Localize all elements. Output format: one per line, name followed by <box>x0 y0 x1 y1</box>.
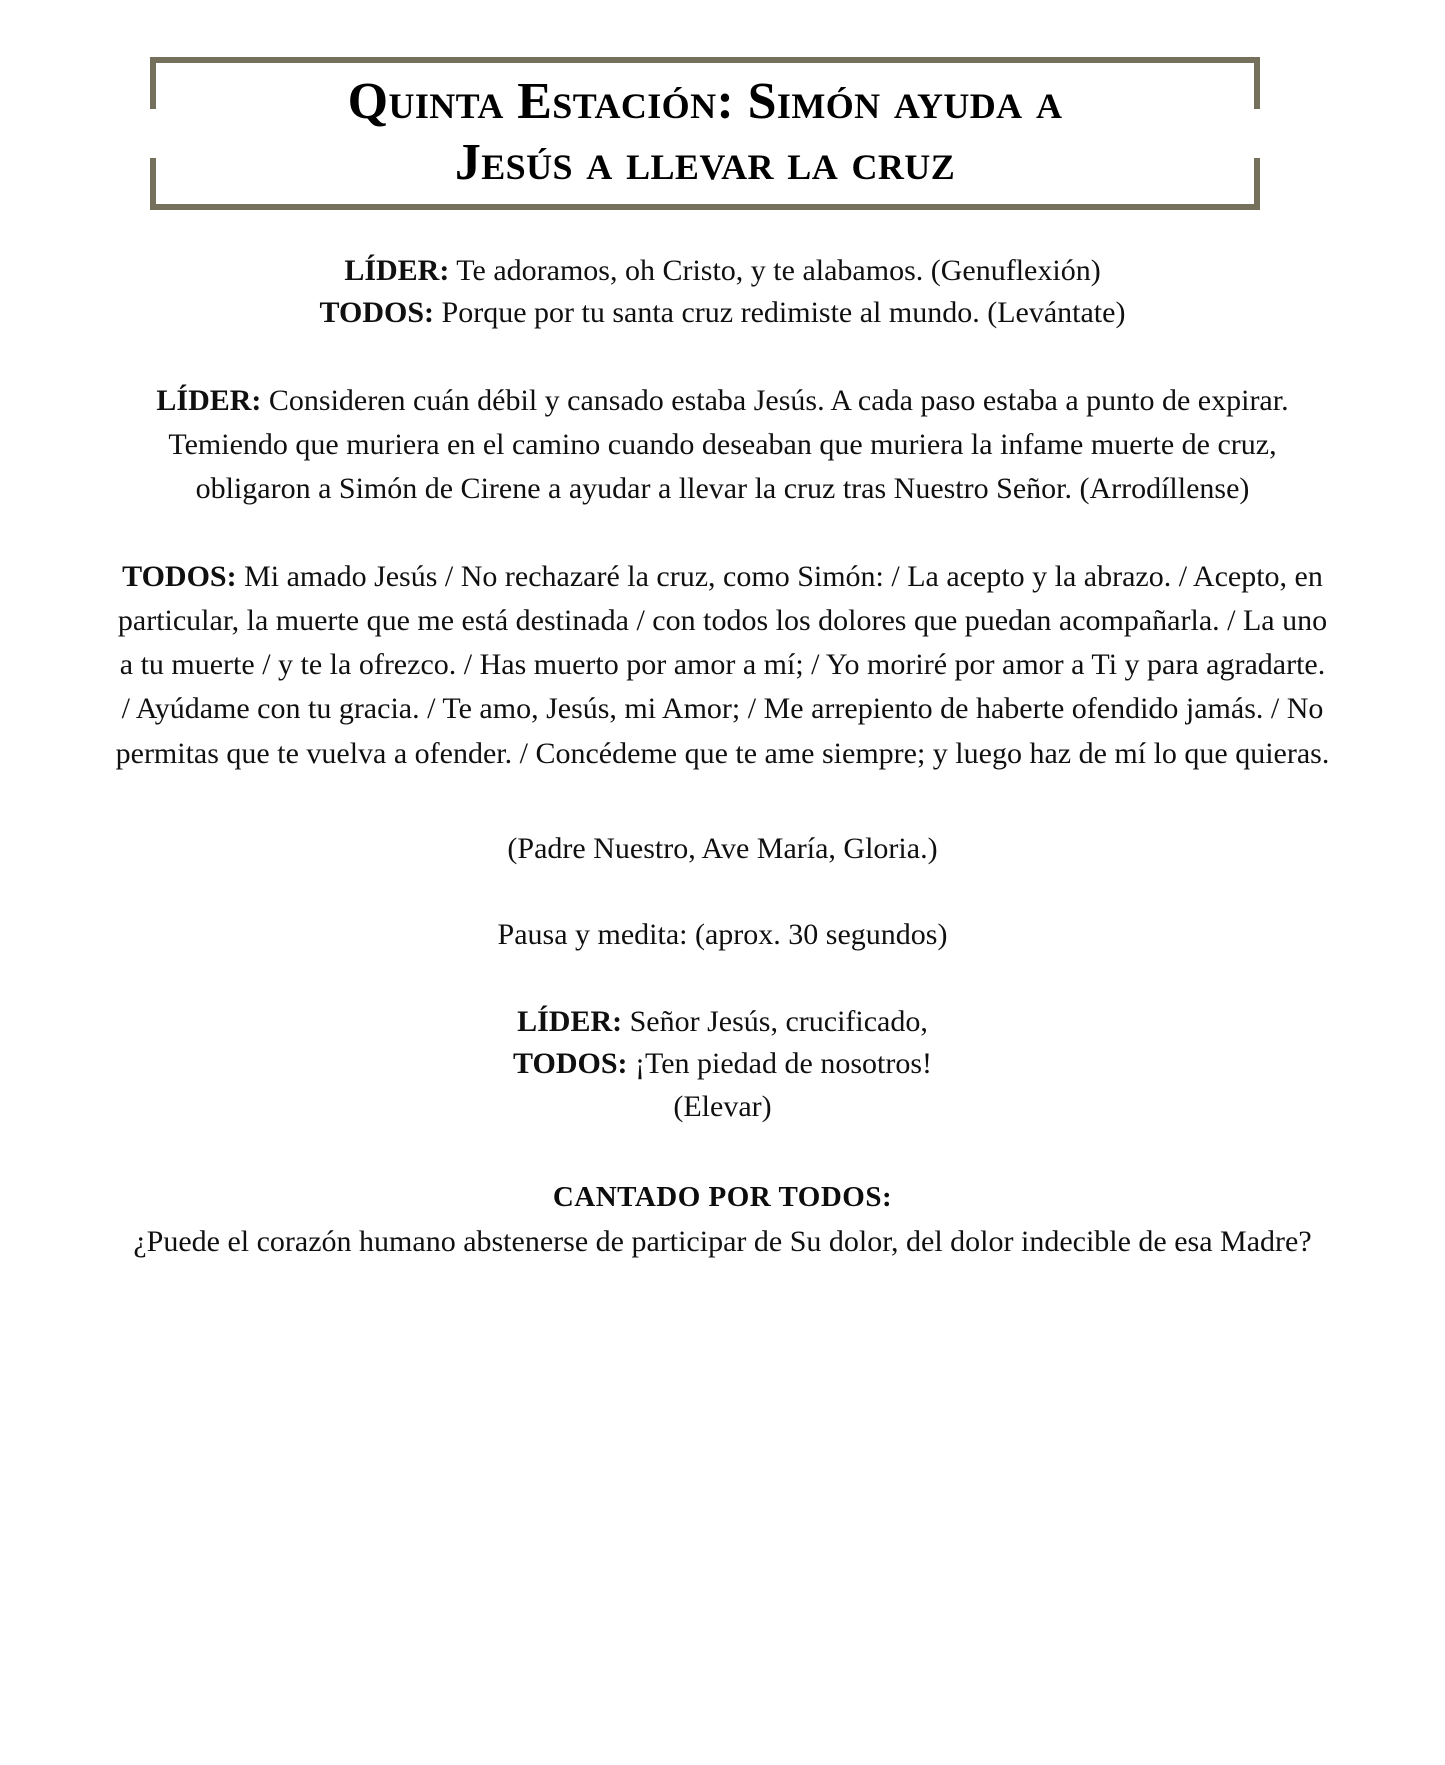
document-page <box>0 57 1445 1765</box>
frame-left-top-segment <box>150 57 156 109</box>
opening-leader-text: Te adoramos, oh Cristo, y te alabamos. (Genuflexión) <box>449 253 1101 287</box>
invocation-all-text: ¡Ten piedad de nosotros! <box>627 1047 932 1081</box>
opening-all-text: Porque por tu santa cruz redimiste al mundo. (Levántate) <box>434 296 1126 330</box>
spacer <box>112 776 1333 828</box>
sung-heading: CANTADO POR TODOS: <box>552 1180 893 1213</box>
frame-right-top-segment <box>1254 57 1260 109</box>
invocation-leader-label: LÍDER: <box>517 1004 623 1038</box>
opening-leader-line <box>112 250 1333 293</box>
meditation-paragraph <box>112 379 1333 511</box>
frame-left-bottom-segment <box>150 158 156 210</box>
prayer-paragraph <box>112 555 1333 775</box>
invocation-all-label: TODOS: <box>513 1047 628 1081</box>
document-body <box>112 210 1333 1264</box>
invocation-leader-text: Señor Jesús, crucificado, <box>622 1004 928 1038</box>
spacer <box>112 335 1333 379</box>
invocation-all-line <box>112 1043 1333 1086</box>
spacer <box>112 870 1333 914</box>
spacer <box>112 957 1333 1001</box>
frame-right-bottom-segment <box>1254 158 1260 210</box>
spacer <box>112 1129 1333 1181</box>
title-frame <box>150 57 1260 210</box>
prayers-note: (Padre Nuestro, Ave María, Gloria.) <box>507 831 938 865</box>
invocation-rubric: (Elevar) <box>673 1090 772 1124</box>
spacer <box>112 511 1333 555</box>
sung-text: ¿Puede el corazón humano abstenerse de participar de Su dolor, del dolor indecible de esa Madre? <box>133 1224 1312 1258</box>
opening-all-label: TODOS: <box>319 296 435 330</box>
pause-note: Pausa y medita: (aprox. 30 segundos) <box>497 918 948 952</box>
prayer-all-text: Mi amado Jesús / No rechazaré la cruz, como Simón: / La acepto y la abrazo. / Acepto, en particular, la muerte que me está destinada / con todos los dolores que puedan acompañarla. / La uno a tu muerte / y te la ofrezco. / Has muerto por amor a mí; / Yo moriré por amor a Ti y para agradarte. / Ayúdame con tu gracia. / Te amo, Jesús, mi Amor; / Me arrepiento de haberte ofendido jamás. / No permitas que te vuelva a ofender. / Concédeme que te ame siempre; y luego haz de mí lo que quieras. <box>115 560 1330 770</box>
prayer-all-label: TODOS: <box>122 560 237 594</box>
opening-all-line <box>112 292 1333 335</box>
opening-leader-label: LÍDER: <box>344 253 450 287</box>
frame-bottom-rule <box>150 204 1260 210</box>
page-title <box>190 71 1220 194</box>
page-title-line-2: Jesús a llevar la cruz <box>454 134 956 192</box>
meditation-leader-label: LÍDER: <box>156 383 262 417</box>
frame-top-rule <box>150 57 1260 63</box>
page-title-line-1: Quinta Estación: Simón ayuda a <box>347 73 1063 130</box>
invocation-leader-line <box>112 1001 1333 1044</box>
meditation-leader-text: Consideren cuán débil y cansado estaba Jesús. A cada paso estaba a punto de expirar. Temiendo que muriera en el camino cuando deseaban que muriera la infame muerte de cruz, obligaron a Simón de Cirene a ayudar a llevar la cruz tras Nuestro Señor. (Arrodíllense) <box>168 383 1289 506</box>
